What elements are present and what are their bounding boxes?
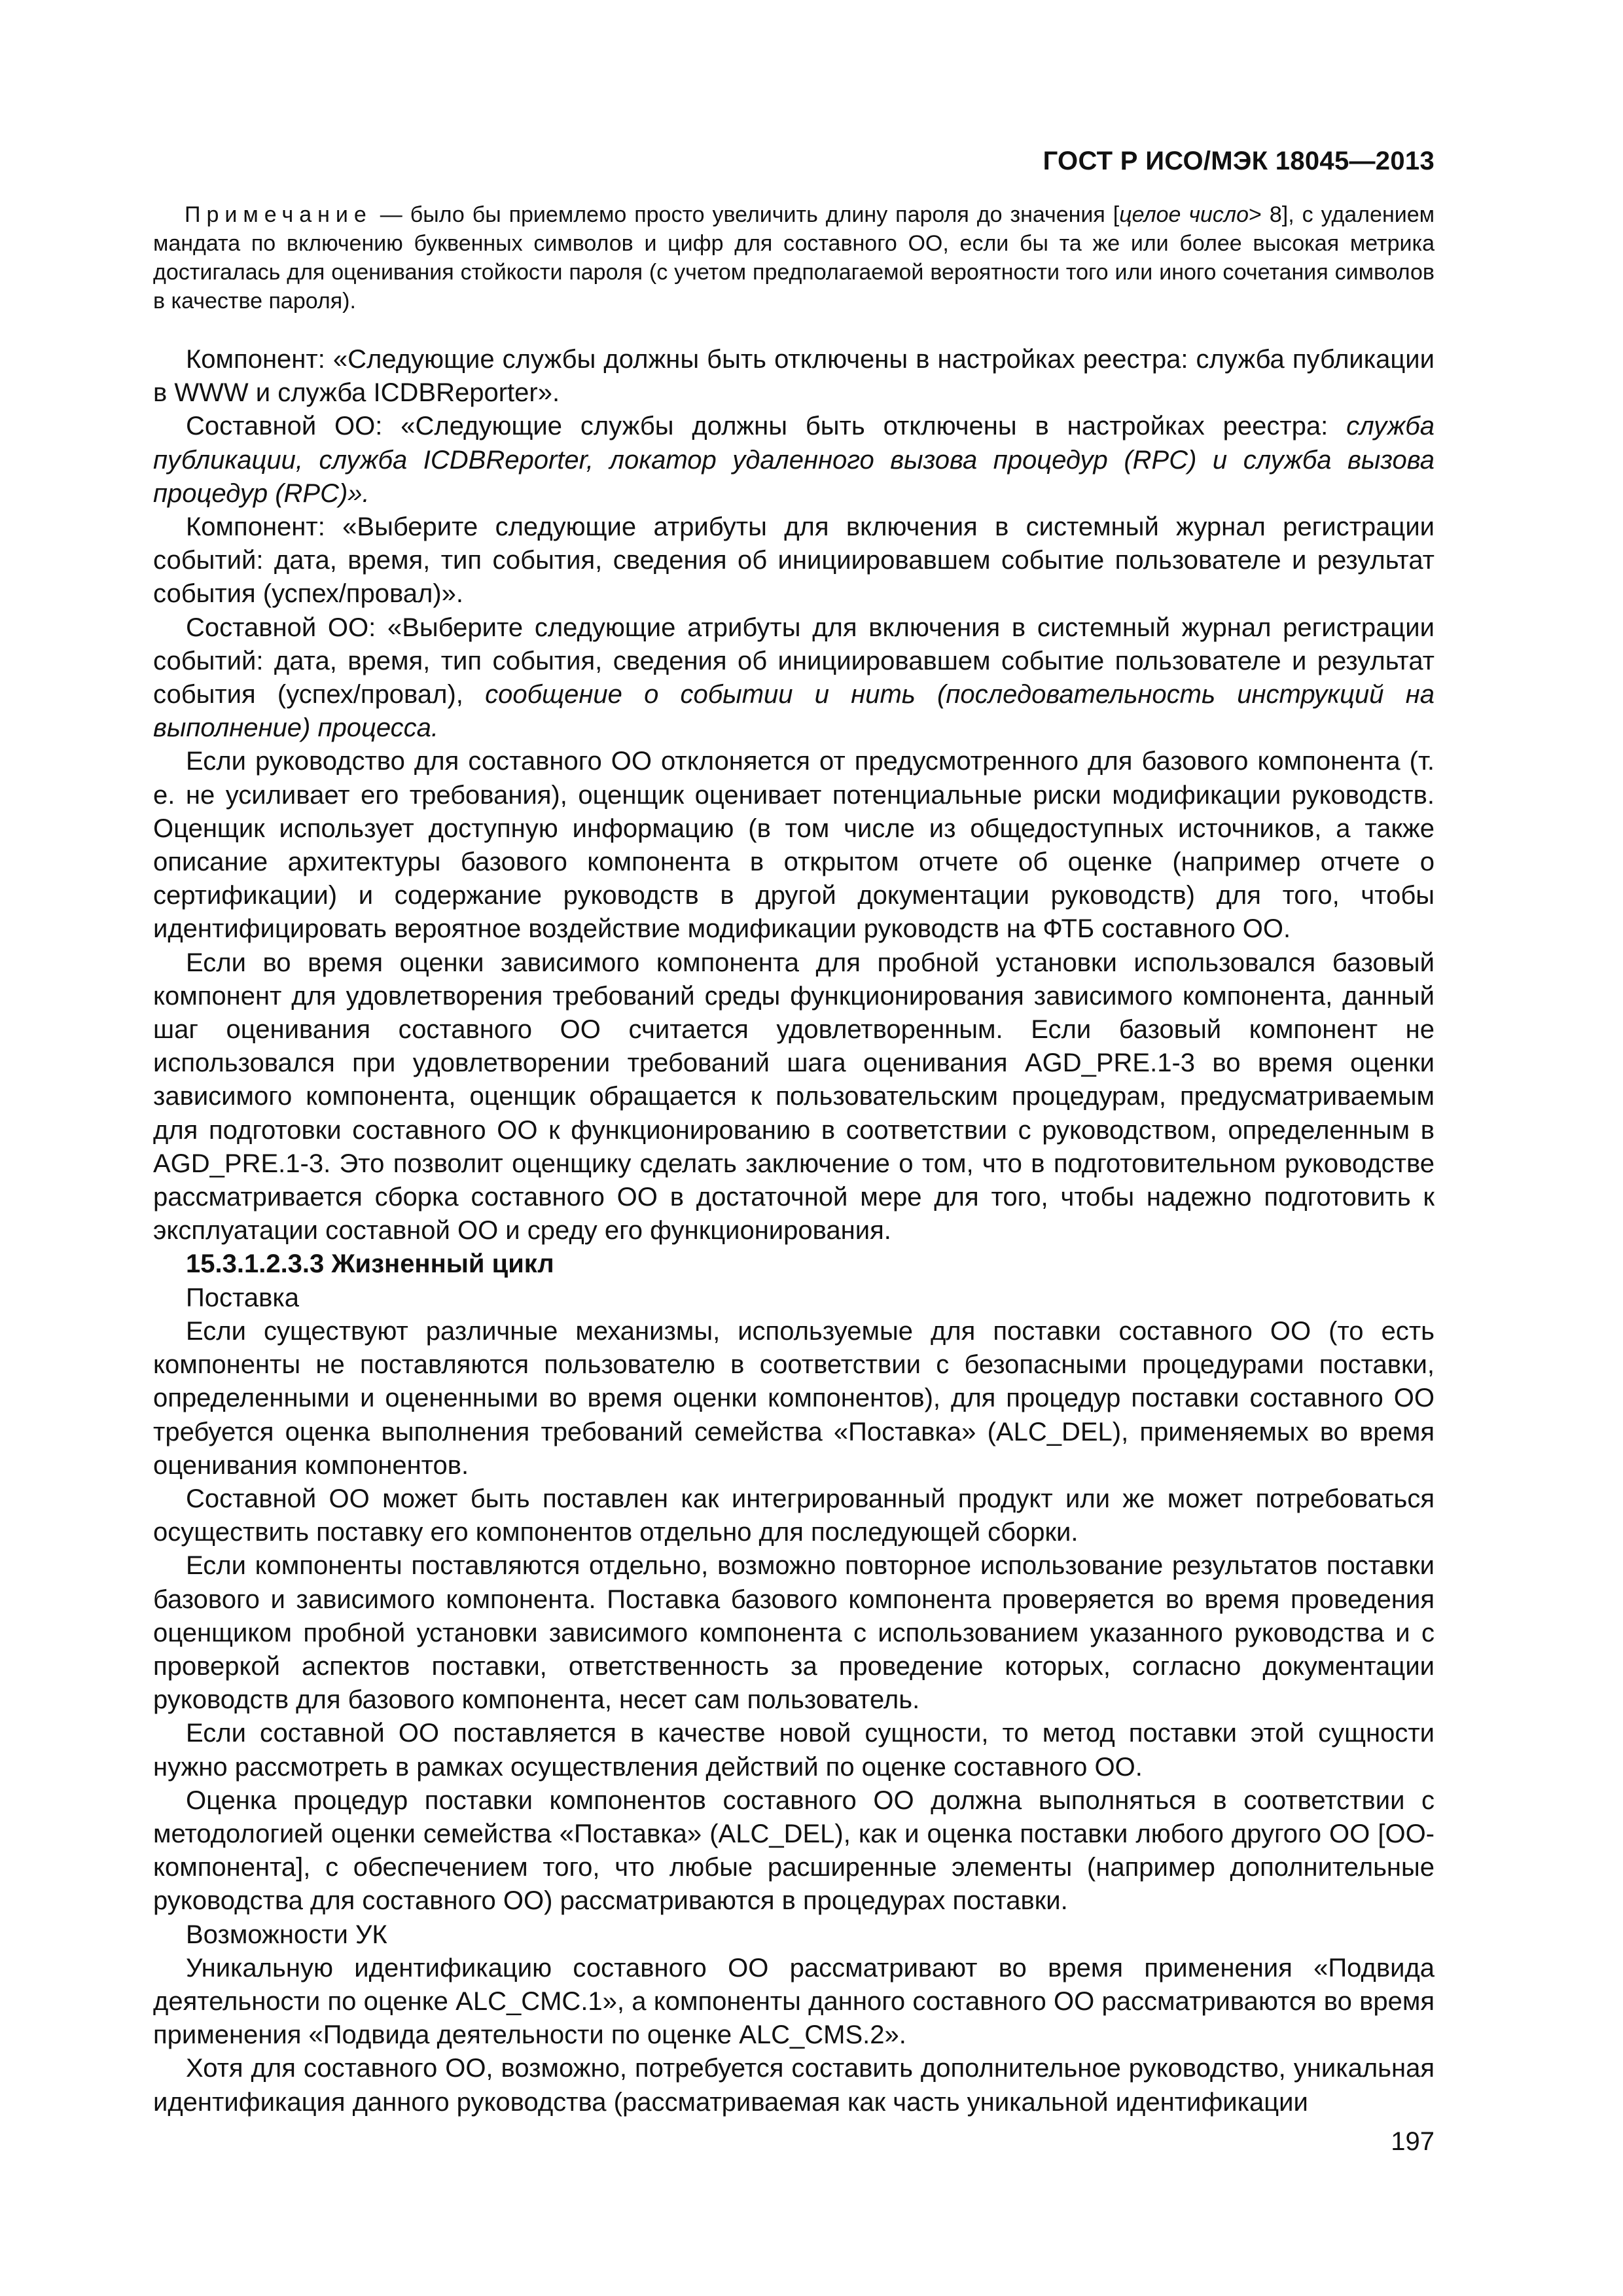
paragraph-base-component-usage: Если во время оценки зависимого компонента для пробной установки использовался базовый компонент для удовлетворения требований среды функционирования зависимого компонента, данный шаг оценивания составного ОО считается удовлетворенным. Если базовый компонент не использовался при удовлетворении требований шага оценивания AGD_PRE.1-3 во время оценки зависимого компонента, оценщик обращается к пользовательским процедурам, предусматриваемым для подготовки составного ОО к функционированию в соответствии с руководством, определенным в AGD_PRE.1-3. Это позволит оценщику сделать заключение о том, что в подготовительном руководстве рассматривается сборка составного ОО в достаточной мере для того, чтобы надежно подготовить к эксплуатации составной ОО и среду его функционирования. xyxy=(153,948,1435,1246)
standard-header: ГОСТ Р ИСО/МЭК 18045—2013 xyxy=(1043,147,1435,175)
paragraph-italic-text: сообщение о событии и нить (последовательность инструкций на выполнение) процесса. xyxy=(153,680,1435,743)
paragraph-composite-services xyxy=(153,410,1435,511)
document-body xyxy=(153,343,1435,2119)
subheading-delivery: Поставка xyxy=(186,1283,299,1312)
paragraph-additional-guidance: Хотя для составного ОО, возможно, потребуется составить дополнительное руководство, уникальная идентификация данного руководства (рассматриваемая как часть уникальной идентификации xyxy=(153,2054,1435,2117)
paragraph-composite-audit xyxy=(153,611,1435,745)
note-block xyxy=(153,200,1435,315)
note-text-2: > 8], с удалением мандата по включению буквенных символов и цифр для составного ОО, если бы та же или более высокая метрика достигалась для оценивания стойкости пароля (с учетом предполагаемой вероятности того или иного сочетания символов в качестве пароля). xyxy=(153,202,1435,314)
paragraph-integrated-product: Составной ОО может быть поставлен как интегрированный продукт или же может потребоваться осуществить поставку его компонентов отдельно для последующей сборки. xyxy=(153,1484,1435,1547)
paragraph-component-audit: Компонент: «Выберите следующие атрибуты для включения в системный журнал регистрации событий: дата, время, тип события, сведения об инициировавшем событие пользователе и результат события (успех/провал)». xyxy=(153,512,1435,609)
note-text-italic: целое число xyxy=(1119,202,1249,227)
note-text-1: — было бы приемлемо просто увеличить длину пароля до значения [ xyxy=(372,202,1120,227)
paragraph-text: Составной ОО: «Выберите следующие атрибуты для включения в системный журнал регистрации событий: дата, время, тип события, сведения об инициировавшем событие пользователе и результат события (успех/провал), xyxy=(153,613,1435,709)
document-page xyxy=(153,145,1435,2157)
section-heading: 15.3.1.2.3.3 Жизненный цикл xyxy=(186,1249,554,1279)
paragraph-component-services: Компонент: «Следующие службы должны быть отключены в настройках реестра: служба публикации в WWW и служба ICDBReporter». xyxy=(153,345,1435,408)
paragraph-text: Составной ОО: «Следующие службы должны быть отключены в настройках реестра: xyxy=(186,412,1347,441)
paragraph-separate-delivery: Если компоненты поставляются отдельно, возможно повторное использование результатов поставки базового и зависимого компонента. Поставка базового компонента проверяется во время проведения оценщиком пробной установки зависимого компонента с использованием указанного руководства и с проверкой аспектов поставки, ответственность за проведение которых, согласно документации руководств для базового компонента, несет сам пользователь. xyxy=(153,1551,1435,1715)
paragraph-guidance-deviation: Если руководство для составного ОО отклоняется от предусмотренного для базового компонента (т. е. не усиливает его требования), оценщик оценивает потенциальные риски модификации руководств. Оценщик использует доступную информацию (в том числе из общедоступных источников, а также описание архитектуры базового компонента в открытом отчете об оценке (например отчете о сертификации) и содержание руководств в другой документации руководств) для того, чтобы идентифицировать вероятное воздействие модификации руководств на ФТБ составного ОО. xyxy=(153,747,1435,944)
page-number: 197 xyxy=(1391,2126,1435,2156)
note-label: Примечание xyxy=(185,202,372,227)
paragraph-delivery-procedures: Оценка процедур поставки компонентов составного ОО должна выполняться в соответствии с методологией оценки семейства «Поставка» (ALC_DEL), как и оценка поставки любого другого ОО [ОО-компонента], с обеспечением того, что любые расширенные элементы (например дополнительные руководства для составного ОО) рассматриваются в процедурах поставки. xyxy=(153,1785,1435,1916)
paragraph-italic-text: служба публикации, служба ICDBReporter, локатор удаленного вызова процедур (RPC) и служба вызова процедур (RPC)». xyxy=(153,412,1435,508)
paragraph-new-entity: Если составной ОО поставляется в качестве новой сущности, то метод поставки этой сущности нужно рассмотреть в рамках осуществления действий по оценке составного ОО. xyxy=(153,1719,1435,1782)
subheading-cm-capabilities: Возможности УК xyxy=(186,1920,387,1949)
paragraph-delivery-mechanisms: Если существуют различные механизмы, используемые для поставки составного ОО (то есть компоненты не поставляются пользователю в соответствии с безопасными процедурами поставки, определенными и оцененными во время оценки компонентов), для процедур поставки составного ОО требуется оценка выполнения требований семейства «Поставка» (ALC_DEL), применяемых во время оценивания компонентов. xyxy=(153,1316,1435,1480)
paragraph-unique-identification: Уникальную идентификацию составного ОО рассматривают во время применения «Подвида деятельности по оценке ALC_CMC.1», а компоненты данного составного ОО рассматриваются во время применения «Подвида деятельности по оценке ALC_CMS.2». xyxy=(153,1953,1435,2050)
